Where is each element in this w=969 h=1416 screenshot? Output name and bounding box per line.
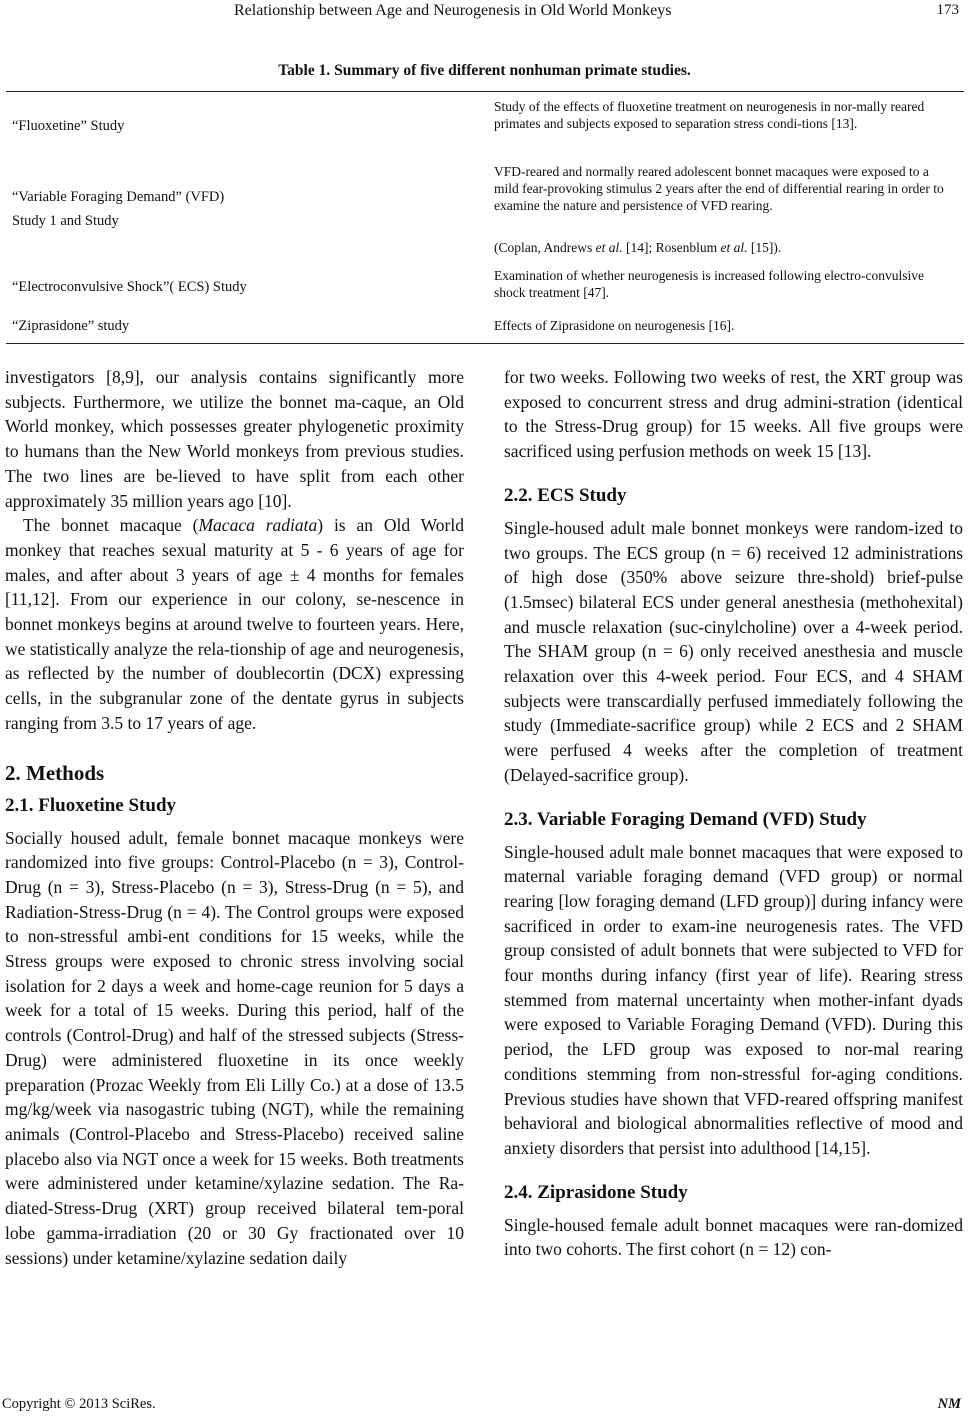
study-description: Examination of whether neurogenesis is increased following electro-convulsive shock treatment [47]. — [494, 268, 924, 300]
running-title: Relationship between Age and Neurogenesis in Old World Monkeys — [234, 2, 672, 19]
study-references: (Coplan, Andrews et al. [14]; Rosenblum et al. [15]). — [494, 240, 782, 255]
page-header — [0, 0, 969, 28]
right-column — [504, 365, 963, 1262]
paragraph — [5, 513, 464, 735]
page-number: 173 — [936, 2, 959, 18]
species-name: Macaca radiata — [198, 515, 318, 536]
journal-abbreviation: NM — [937, 1396, 961, 1412]
study-name: “Variable Foraging Demand” (VFD) — [12, 189, 225, 205]
text-span: ) is an Old World monkey that reaches sexual maturity at 5 - 6 years of age for males, and after about 3 years of age ± 4 months for females [11,12]. From our experience in our colony, se-nescence in bonnet monkeys begins at around twelve to fourteen years. Here, we statistically analyze the rela-tionship of age and neurogenesis, as reflected by the number of doublecortin (DCX) expressing cells, in the subgranular zone of the dentate gyrus in subjects ranging from 3.5 to 17 years of age. — [5, 515, 464, 733]
subsection-heading: 2.2. ECS Study — [504, 484, 627, 506]
study-description: Effects of Ziprasidone on neurogenesis [16]. — [494, 318, 735, 333]
copyright-notice: Copyright © 2013 SciRes. — [2, 1396, 156, 1412]
paragraph: investigators [8,9], our analysis contains significantly more subjects. Furthermore, we utilize the bonnet ma-caque, an Old World monkey, which possesses greater phylogenetic proximity to humans than the New World monkeys from previous studies. The two lines are be-lieved to have split from each other approximately 35 million years ago [10]. — [5, 367, 464, 511]
left-column — [5, 365, 464, 1270]
paragraph: Single-housed female adult bonnet macaques were ran-domized into two cohorts. The first cohort (n = 12) con- — [504, 1214, 963, 1260]
subsection-heading: 2.1. Fluoxetine Study — [5, 794, 177, 816]
study-description: VFD-reared and normally reared adolescent bonnet macaques were exposed to a mild fear-provoking stimulus 2 years after the end of differential rearing in order to examine the nature and persistence of VFD rearing. — [494, 164, 944, 213]
paragraph: Single-housed adult male bonnet monkeys were random-ized to two groups. The ECS group (n = 6) received 12 administrations of high dose (350% above seizure thre-shold) brief-pulse (1.5msec) bilateral ECS under general anesthesia (methohexital) and muscle relaxation (suc-cinylcholine) over a 4-week period. The SHAM group (n = 6) only received anesthesia and muscle relaxation over this 4-week period. Four ECS, and 4 SHAM subjects were transcardially perfused immediately following the study (Immediate-sacrifice group) while 2 ECS and 2 SHAM were perfused 4 weeks after the completion of treatment (Delayed-sacrifice group). — [504, 517, 963, 785]
paragraph: for two weeks. Following two weeks of rest, the XRT group was exposed to concurrent stress and drug admini-stration (identical to the Stress-Drug group) for 15 weeks. All five groups were sacrificed using perfusion methods on week 15 [13]. — [504, 367, 963, 462]
subsection-heading: 2.4. Ziprasidone Study — [504, 1181, 688, 1203]
subsection-heading: 2.3. Variable Foraging Demand (VFD) Study — [504, 808, 867, 830]
text-span: The bonnet macaque ( — [23, 515, 199, 536]
summary-table — [6, 91, 964, 344]
study-name: “Electroconvulsive Shock”( ECS) Study — [12, 279, 247, 295]
study-name-line2: Study 1 and Study — [12, 213, 119, 229]
paragraph: Socially housed adult, female bonnet macaque monkeys were randomized into five groups: Control-Placebo (n = 3), Control-Drug (n = 3), Stress-Placebo (n = 3), Stress-Drug (n = 5), and Radiation-Stress-Drug (n = 4). The Control groups were exposed to non-stressful ambi-ent conditions for 15 weeks, while the Stress groups were exposed to chronic stress involving social isolation for 2 days a week and home-cage reunion for 5 days a week for a total of 15 weeks. During this period, half of the controls (Control-Drug) and half of the stressed subjects (Stress-Drug) were administered fluoxetine in its once weekly preparation (Prozac Weekly from Eli Lilly Co.) at a dose of 13.5 mg/kg/week via nasogastric tubing (NGT), while the remaining animals (Control-Placebo and Stress-Placebo) received saline placebo also via NGT once a week for 15 weeks. Both treatments were administered under ketamine/xylazine sedation. The Ra-diated-Stress-Drug (XRT) group received bilateral tem-poral lobe gamma-irradiation (20 or 30 Gy fractionated over 10 sessions) under ketamine/xylazine sedation daily — [5, 827, 464, 1268]
paragraph: Single-housed adult male bonnet macaques that were exposed to maternal variable foraging demand (VFD group) or normal rearing [low foraging demand (LFD group)] during infancy were sacrificed in order to exam-ine neurogenesis rates. The VFD group consisted of adult bonnets that were subjected to VFD for four months during infancy (first year of life). Rearing stress stemmed from maternal uncertainty when mother-infant dyads were exposed to Variable Foraging Demand (VFD). During this period, the LFD group was exposed to nor-mal rearing conditions stemming from non-stressful for-aging conditions. Previous studies have shown that VFD-reared offspring manifest behavioral and biological abnormalities reflective of mood and anxiety disorders that persist into adulthood [14,15]. — [504, 841, 963, 1158]
table-caption: Table 1. Summary of five different nonhuman primate studies. — [278, 62, 691, 79]
section-heading: 2. Methods — [5, 760, 105, 785]
study-description: Study of the effects of fluoxetine treatment on neurogenesis in nor-mally reared primates and subjects exposed to separation stress condi-tions [13]. — [494, 99, 925, 131]
study-name: “Ziprasidone” study — [12, 318, 130, 334]
study-name: “Fluoxetine” Study — [12, 118, 125, 134]
